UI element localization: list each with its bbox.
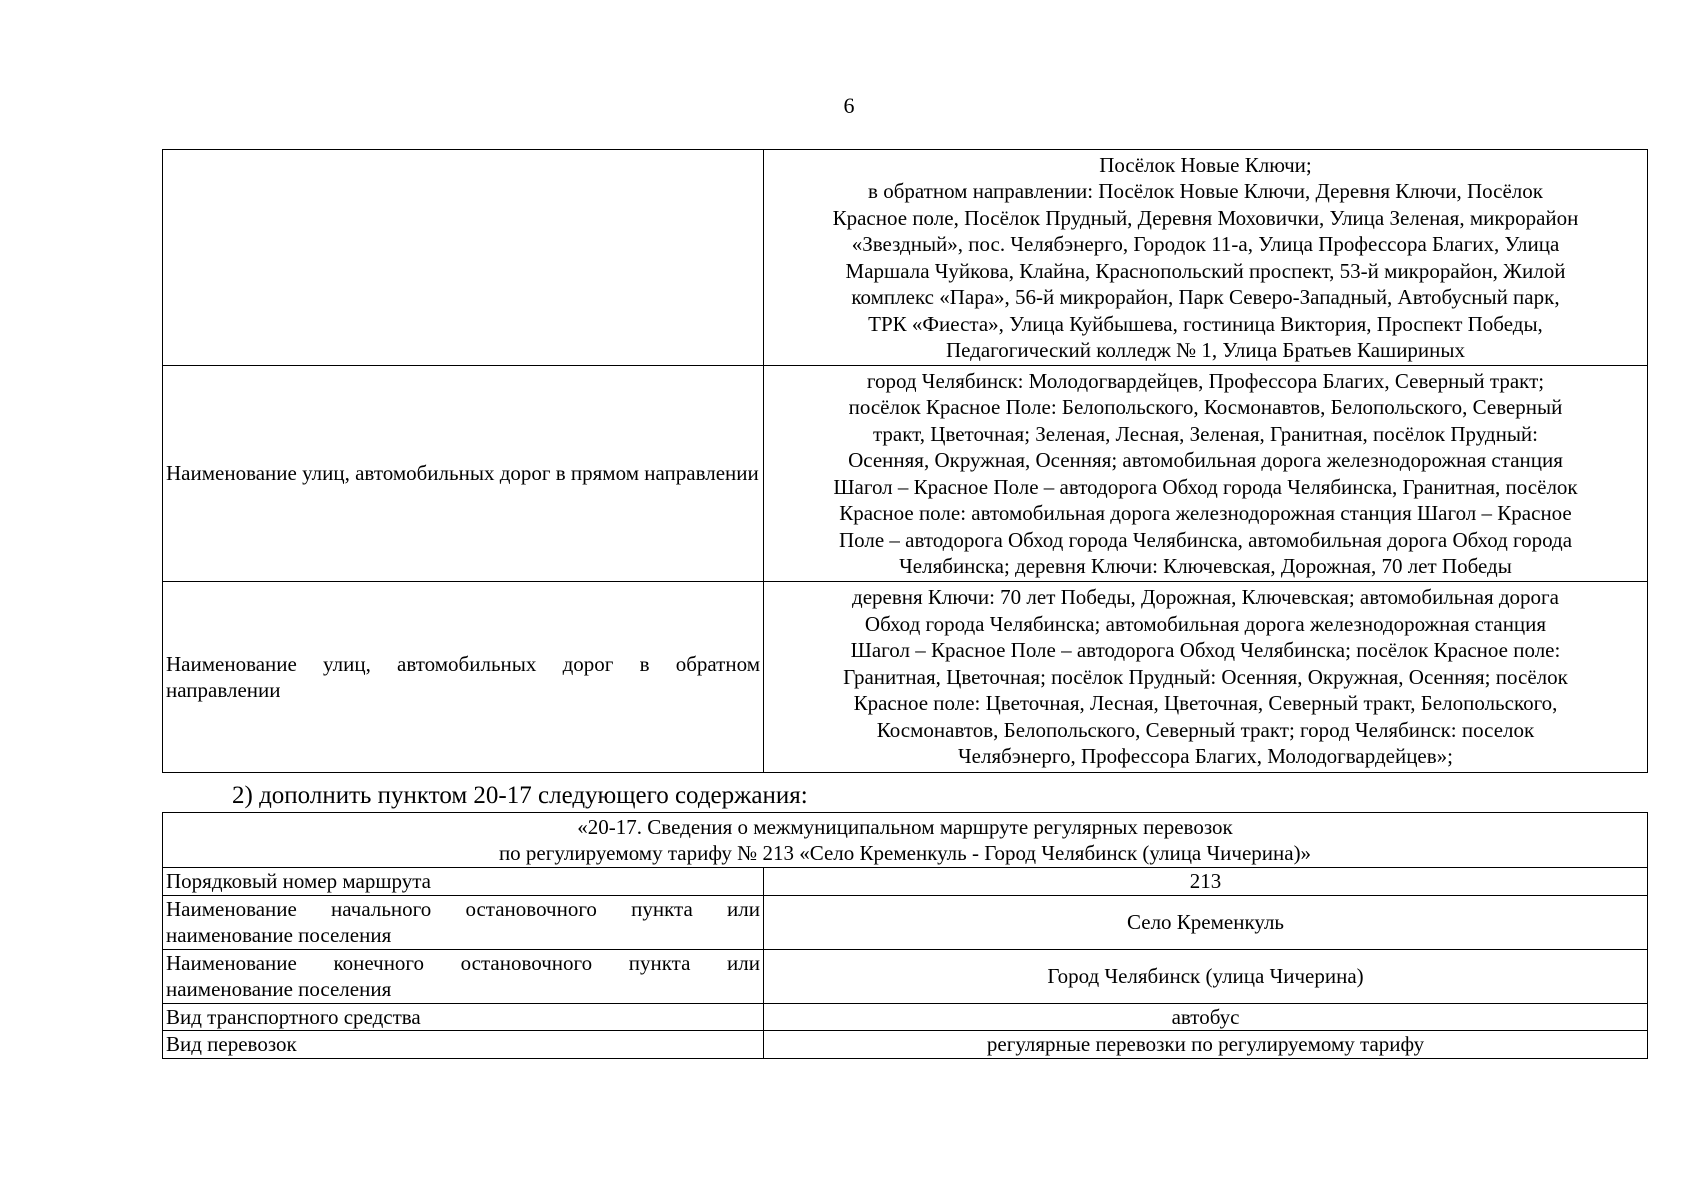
text-line: Красное поле: Цветочная, Лесная, Цветочная, Северный тракт, Белопольского, <box>853 691 1558 716</box>
route-213-table <box>162 812 1648 1059</box>
text-line: Обход города Челябинска; автомобильная дорога железнодорожная станция <box>864 611 1547 636</box>
text-line: Посёлок Новые Ключи; <box>1099 152 1312 177</box>
text-line: город Челябинск: Молодогвардейцев, Профессора Благих, Северный тракт; <box>866 368 1545 393</box>
text-line: Шагол – Красное Поле – автодорога Обход Челябинска; посёлок Красное поле: <box>850 638 1561 663</box>
table-row <box>163 949 1648 1003</box>
text-line: Гранитная, Цветочная; посёлок Прудный: Осенняя, Окружная, Осенняя; посёлок <box>843 664 1568 689</box>
table-title <box>163 813 1648 868</box>
text-line: Осенняя, Окружная, Осенняя; автомобильная дорога железнодорожная станция <box>848 448 1563 472</box>
text-line: деревня Ключи: 70 лет Победы, Дорожная, Ключевская; автомобильная дорога <box>852 585 1559 610</box>
text-line: ТРК «Фиеста», Улица Куйбышева, гостиница Виктория, Проспект Победы, <box>868 311 1543 336</box>
row-value: регулярные перевозки по регулируемому тарифу <box>764 1031 1648 1059</box>
row-value: Город Челябинск (улица Чичерина) <box>764 949 1648 1003</box>
row-value <box>764 366 1648 582</box>
table-row <box>163 868 1648 896</box>
table-title-row <box>163 813 1648 868</box>
title-line: по регулируемому тарифу № 213 «Село Кременкуль - Город Челябинск (улица Чичерина)» <box>498 841 1312 865</box>
row-value: 213 <box>764 868 1648 896</box>
row-value <box>764 150 1648 366</box>
text-line: посёлок Красное Поле: Белопольского, Космонавтов, Белопольского, Северный <box>848 395 1563 419</box>
text-line: комплекс «Пара», 56-й микрорайон, Парк Северо-Западный, Автобусный парк, <box>851 285 1560 309</box>
route-streets-table <box>162 149 1648 773</box>
row-label <box>163 150 764 366</box>
text-line: «Звездный», пос. Челябэнерго, Городок 11-а, Улица Профессора Благих, Улица <box>851 232 1560 256</box>
table-row <box>163 1031 1648 1059</box>
text-line: Поле – автодорога Обход города Челябинска, автомобильная дорога Обход города <box>838 527 1573 552</box>
row-label: Вид перевозок <box>163 1031 764 1059</box>
text-line: Педагогический колледж № 1, Улица Братьев Кашириных <box>945 338 1466 362</box>
table-row <box>163 582 1648 773</box>
text-line: тракт, Цветочная; Зеленая, Лесная, Зеленая, Гранитная, посёлок Прудный: <box>873 421 1538 446</box>
row-value: Село Кременкуль <box>764 895 1648 949</box>
title-line: «20-17. Сведения о межмуниципальном маршруте регулярных перевозок <box>577 814 1233 839</box>
row-label: Вид транспортного средства <box>163 1003 764 1031</box>
text-line: в обратном направлении: Посёлок Новые Ключи, Деревня Ключи, Посёлок <box>868 179 1543 203</box>
row-label: Наименование улиц, автомобильных дорог в прямом направлении <box>163 366 764 582</box>
row-label: Порядковый номер маршрута <box>163 868 764 896</box>
text-line: Шагол – Красное Поле – автодорога Обход города Челябинска, Гранитная, посёлок <box>833 474 1578 499</box>
table-row <box>163 150 1648 366</box>
text-line: Челябинска; деревня Ключи: Ключевская, Дорожная, 70 лет Победы <box>899 554 1512 578</box>
row-label: Наименование улиц, автомобильных дорог в обратном направлении <box>163 582 764 773</box>
table-row <box>163 1003 1648 1031</box>
text-line: Космонавтов, Белопольского, Северный тракт; город Челябинск: поселок <box>876 717 1535 742</box>
text-line: Красное поле: автомобильная дорога железнодорожная станция Шагол – Красное <box>839 501 1572 525</box>
text-line: Маршала Чуйкова, Клайна, Краснопольский проспект, 53-й микрорайон, Жилой <box>845 258 1566 283</box>
row-value: автобус <box>764 1003 1648 1031</box>
row-label: Наименование начального остановочного пункта или наименование поселения <box>163 895 764 949</box>
row-value <box>764 582 1648 773</box>
text-line: Красное поле, Посёлок Прудный, Деревня Моховички, Улица Зеленая, микрорайон <box>832 205 1579 230</box>
text-line: Челябэнерго, Профессора Благих, Молодогвардейцев»; <box>958 744 1453 769</box>
table-row <box>163 895 1648 949</box>
table-row <box>163 366 1648 582</box>
row-label: Наименование конечного остановочного пункта или наименование поселения <box>163 949 764 1003</box>
page-number: 6 <box>843 93 855 118</box>
amendment-text: 2) дополнить пунктом 20-17 следующего содержания: <box>232 782 808 809</box>
